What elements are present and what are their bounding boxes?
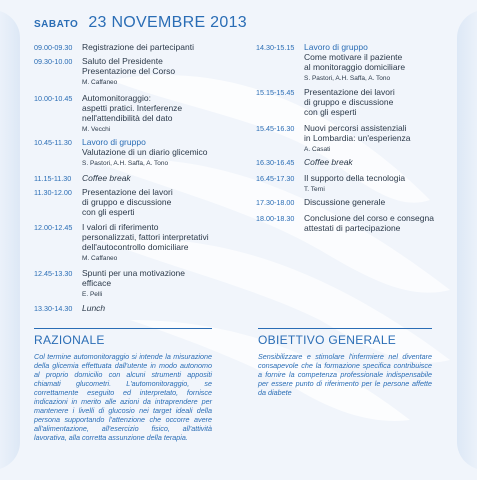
program-time: 09.00-09.30: [34, 43, 73, 52]
program-time: 09.30-10.00: [34, 57, 73, 66]
program-speaker: M. Vecchi: [82, 126, 111, 133]
program-item: [34, 268, 185, 300]
program-item: [256, 173, 405, 195]
program-time: 17.30-18.00: [256, 198, 295, 207]
program-subtitle: Valutazione di un diario glicemico: [82, 147, 208, 157]
program-title: Il supporto della tecnologia: [304, 173, 406, 183]
program-item: [34, 187, 173, 217]
program-time: 16.45-17.30: [256, 174, 295, 183]
program-speaker: S. Pastori, A.H. Saffa, A. Tono: [304, 75, 391, 82]
program-item: [256, 42, 405, 84]
program-speaker: A. Casati: [304, 146, 331, 153]
program-title: Automonitoraggio: aspetti pratici. Interferenze nell'attendibilità del dato: [82, 93, 183, 123]
program-speaker: T. Terni: [304, 186, 325, 193]
program-time: 16.30-16.45: [256, 158, 295, 167]
program-title: Presentazione dei lavori di gruppo e discussione con gli esperti: [304, 87, 395, 117]
program-title: Discussione generale: [304, 197, 386, 207]
program-item: [34, 137, 208, 169]
program-title: Nuovi percorsi assistenziali in Lombardia: un'esperienza: [304, 123, 411, 143]
program-item: [256, 197, 385, 207]
program-title: Presentazione dei lavori di gruppo e discussione con gli esperti: [82, 187, 173, 217]
program-time: 11.15-11.30: [34, 174, 72, 183]
program-item: [256, 157, 353, 167]
obiettivo-heading: OBIETTIVO GENERALE: [258, 333, 397, 347]
program-speaker: E. Pelli: [82, 291, 103, 298]
program-item: [256, 87, 395, 117]
program-title: I valori di riferimento personalizzati, fattori interpretativi dell'autocontrollo domiciliare: [82, 222, 209, 252]
program-title: Conclusione del corso e consegna attestati di partecipazione: [304, 213, 434, 233]
program-item: [256, 123, 411, 155]
obiettivo-rule: [258, 328, 432, 329]
program-item: [34, 56, 175, 88]
program-title: Saluto del Presidente Presentazione del Corso: [82, 56, 176, 76]
date-title: 23 NOVEMBRE 2013: [88, 14, 247, 31]
program-item: [256, 213, 434, 233]
program-title: Spunti per una motivazione efficace: [82, 268, 186, 288]
program-title: Registrazione dei partecipanti: [82, 42, 194, 52]
program-title: Lunch: [82, 303, 106, 313]
razionale-heading: RAZIONALE: [34, 333, 105, 347]
program-item: [34, 93, 182, 135]
razionale-text: Col termine automonitoraggio si intende la misurazione della glicemia effettuata dall'utente in modo autonomo al proprio domicilio con alcuni strumenti appositi chiamati glucometri. L'automonitoraggio, se correttamente eseguito ed interpretato, fornisce indicazioni in merito alle azioni da intraprendere per mantenere i livelli di glucosio nei target ideali della persona supportando l'attenzione che occorre avere all'alimentazione, all'esercizio fisico, all'attività lavorativa, alla corretta assunzione della terapia.: [34, 352, 212, 442]
program-time: 14.30-15.15: [256, 43, 295, 52]
program-time: 15.45-16.30: [256, 124, 295, 133]
program-title: Lavoro di gruppo: [304, 42, 368, 52]
program-time: 12.45-13.30: [34, 269, 73, 278]
program-title: Coffee break: [304, 157, 353, 167]
program-speaker: M. Caffaneo: [82, 79, 118, 86]
program-subtitle: Come motivare il paziente al monitoraggio domiciliare: [304, 52, 406, 72]
left-page-tab: [0, 10, 20, 470]
program-speaker: M. Caffaneo: [82, 255, 118, 262]
razionale-rule: [34, 328, 212, 329]
program-item: [34, 303, 105, 313]
program-speaker: S. Pastori, A.H. Saffa, A. Tono: [82, 160, 169, 167]
obiettivo-text: Sensibilizzare e stimolare l'infermiere nel diventare consapevole che la formazione specifica contribuisce a fornire la competenza professionale indispensabile per essere punto di riferimento per le persone affette da diabete: [258, 352, 432, 397]
schedule-header: [34, 14, 247, 32]
program-item: [34, 222, 209, 264]
program-time: 13.30-14.30: [34, 304, 73, 313]
program-title: Lavoro di gruppo: [82, 137, 146, 147]
program-title: Coffee break: [82, 173, 131, 183]
program-time: 15.15-15.45: [256, 88, 295, 97]
program-item: [34, 42, 194, 52]
program-time: 11.30-12.00: [34, 188, 72, 197]
program-time: 18.00-18.30: [256, 214, 295, 223]
program-time: 10.00-10.45: [34, 94, 73, 103]
program-item: [34, 173, 131, 183]
program-time: 12.00-12.45: [34, 223, 73, 232]
day-label: SABATO: [34, 19, 79, 30]
program-time: 10.45-11.30: [34, 138, 72, 147]
